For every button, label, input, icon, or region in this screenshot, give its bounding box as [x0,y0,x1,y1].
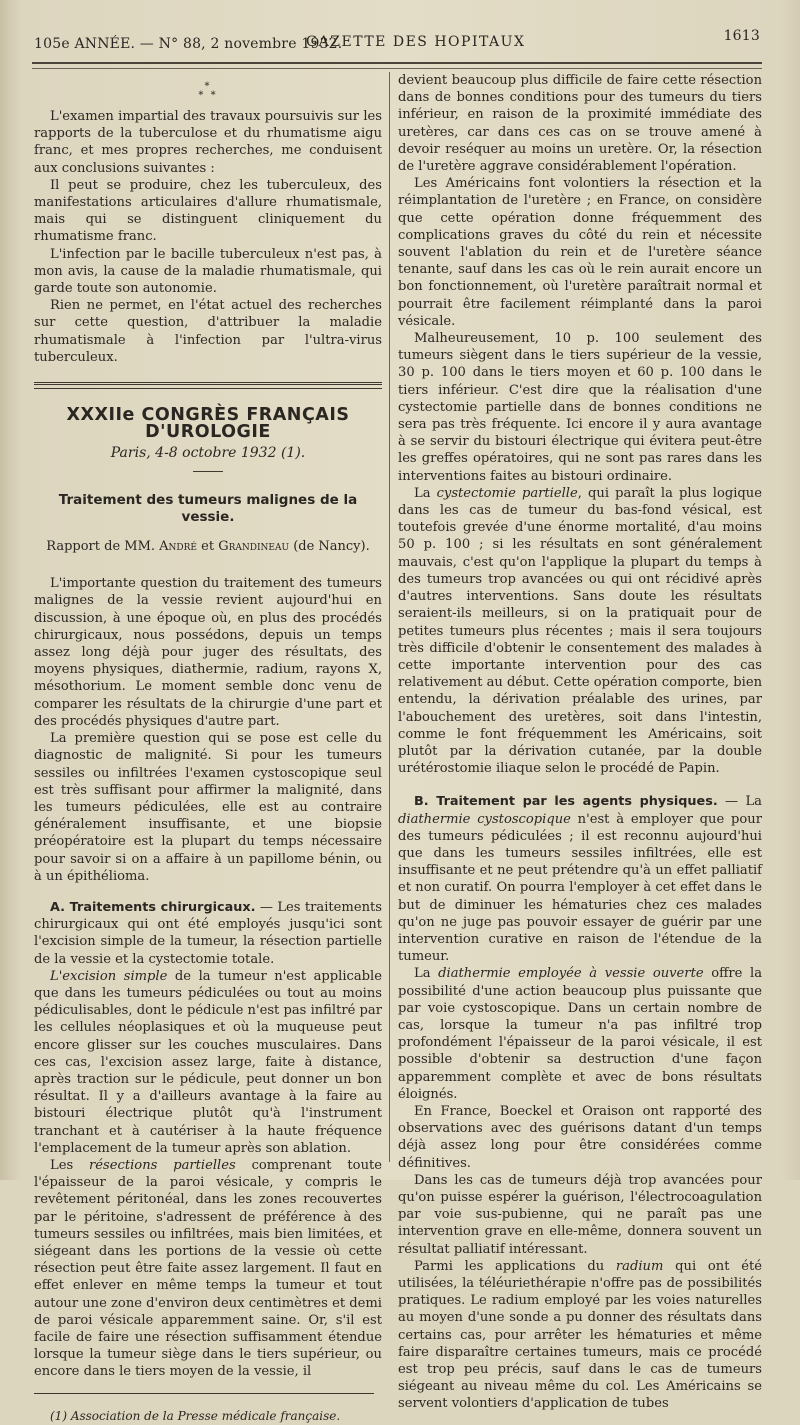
article-paragraph: L'importante question du traitement des tumeurs malignes de la vessie revient aujourd'hui en discussion, à une époque où, en plus des procédés chirurgicaux, nous possédons, depuis un temps assez long déjà pour juger des résultats, des moyens physiques, diathermie, radium, rayons X, mésothorium. Le moment semble donc venu de comparer les résultats de la chirurgie d'une part et des procédés physiques d'autre part. [34,576,382,729]
resections-term: résections partielles [89,1157,236,1173]
column-divider [389,72,390,1162]
cystectomie-prefix: La [414,485,437,501]
article-byline [34,538,382,555]
star-top: * [204,81,212,92]
article-paragraph: Malheureusement, 10 p. 100 seulement des tumeurs siègent dans le tiers supérieur de la vessie, 30 p. 100 dans le tiers moyen et 60 p. 100 dans le tiers inférieur. C'est dire que la réalisation d'une cystectomie partielle dans de bonnes conditions ne sera pas très fréquente. Ici encore il y aura avantage à se servir du bistouri électrique qui évitera peut-être les greffes opératoires, qui ne sont pas rares dans les interventions faites au bistouri ordinaire. [398,331,762,484]
author-name: Grandineau [218,539,290,555]
article-paragraph: Dans les cas de tumeurs déjà trop avancées pour qu'on puisse espérer la guérison, l'électrocoagulation par voie sus-pubienne, qui ne paraît pas une intervention grave en elle-même, donnera souvent un résultat palliatif intéressant. [398,1172,762,1257]
diathermie-vessie-prefix: La [414,966,439,982]
resections-prefix: Les [50,1157,90,1173]
header-rule [32,62,762,64]
resections-text: comprenant toute l'épaisseur de la paroi vésicale, y compris le revêtement péritonéal, dans les zones recouvertes par le péritoine, s'adressent de préférence à des tumeurs sessiles ou infiltrées, mais bien limitées, et siégeant dans les portions de la vessie où cette résection peut être faite assez largement. Il faut en effet enlever en même temps la tumeur et tout autour une zone d'environ deux centimètres et demi de paroi vésicale apparemment saine. Or, s'il est facile de faire une résection suffisamment étendue lorsque la tumeur siège dans le tiers supérieur, ou encore dans le tiers moyen de la vessie, il [34,1157,383,1380]
excision-text: de la tumeur n'est applicable que dans les tumeurs pédiculées ou tout au moins pédiculisables, dont le pédicule n'est pas infiltré par les cellules néoplasiques et où la muqueuse peut encore glisser sur les couches musculaires. Dans ces cas, l'excision assez large, faite à distance, après traction sur le pédicule, peut donner un bon résultat. Il y a d'ailleurs avantage à la faire au bistouri électrique plutôt qu'à l'instrument tranchant et à cautériser à la haute fréquence l'emplacement de la tumeur après son ablation. [34,968,382,1156]
section-b-heading: B. Traitement par les agents physiques. [414,794,718,810]
excision-term: L'excision simple [50,968,168,984]
article-paragraph: devient beaucoup plus difficile de faire cette résection dans de bonnes conditions pour des tumeurs du tiers inférieur, en raison de la proximité immédiate des uretères, car dans ces cas on se trouve amené à devoir reséquer au moins un uretère. Or, la résection de l'uretère aggrave considérablement l'opération. [398,73,762,175]
congress-title: XXXIIe CONGRÈS FRANÇAIS D'UROLOGIE [66,405,350,443]
section-stars [34,82,382,100]
section-a-heading: A. Traitements chirurgicaux. [50,899,256,915]
conclusion-paragraph: L'infection par le bacille tuberculeux n'est pas, à mon avis, la cause de la maladie rhumatismale, qui garde toute son autonomie. [34,246,382,297]
section-divider [34,382,382,389]
left-column [34,72,382,1425]
byline-prefix: Rapport de MM. [46,539,156,555]
section-a-text: — Les traitements chirurgicaux qui ont été employés jusqu'ici sont l'excision simple de la tumeur, la résection partielle de la vessie et la cystectomie totale. [34,899,382,967]
issue-info: 105e ANNÉE. — N° 88, 2 novembre 1932. [34,36,343,52]
section-b-dash: — La [717,794,762,810]
resections-paragraph [34,1157,382,1381]
byline-and: et [201,539,215,555]
footnote: (1) Association de la Presse médicale française. [50,1408,341,1423]
article-paragraph: La première question qui se pose est celle du diagnostic de malignité. Si pour les tumeurs sessiles ou infiltrées l'examen cystoscopique seul est très suffisant pour affirmer la malignité, dans les tumeurs pédiculées, elle est au contraire généralement insuffisante, et une biopsie préopératoire est la plupart du temps nécessaire pour savoir si on a affaire à un papillome bénin, ou à un épithélioma. [34,731,382,884]
radium-term: radium [615,1258,664,1274]
page-header [34,28,760,58]
right-column [398,72,762,1413]
section-a-paragraph [34,899,382,968]
journal-title: GAZETTE DES HOPITAUX [306,34,526,50]
cystectomie-term: cystectomie partielle [436,485,578,501]
diathermie-vessie-text: offre la possibilité d'une action beaucoup plus puissante que par voie cystoscopique. Dans un certain nombre de cas, lorsque la tumeur n'a pas infiltré trop profondément l'épaisseur de la paroi vésicale, il est possible d'obtenir sa destruction d'une façon apparemment complète et avec de bons résultats éloignés. [398,966,763,1102]
cystectomie-text: , qui paraît la plus logique dans les cas de tumeur du bas-fond vésical, est toutefois grevée d'une énorme mortalité, d'au moins 50 p. 100 ; si les résultats en sont généralement mauvais, c'est qu'on l'applique la plupart du temps à des tumeurs trop avancées ou qui ont récidivé après d'autres interventions. Sans doute les résultats seraient-ils meilleurs, si on la pratiquait pour de petites tumeurs plus récentes ; mais il sera toujours très difficile d'obtenir le consentement des malades à cette importante intervention pour des cas relativement au début. Cette opération comporte, bien entendu, la dérivation préalable des urines, par l'abouchement des uretères, soit dans l'intestin, comme le font fréquemment les Américains, soit plutôt par la dérivation cutanée, par la double urétérostomie iliaque selon le procédé de Papin. [398,485,763,777]
author-name: André [159,539,197,555]
page-number: 1613 [723,28,760,44]
byline-suffix: (de Nancy). [293,539,370,555]
conclusion-paragraph: Il peut se produire, chez les tuberculeux, des manifestations articulaires d'allure rhumatismale, mais qui se distinguent cliniquement du rhumatisme franc. [34,177,382,245]
article-title: Traitement des tumeurs malignes de la vessie. [58,491,358,525]
conclusion-paragraph: Rien ne permet, en l'état actuel des recherches sur cette question, d'attribuer la maladie rhumatismale à l'infection par l'ultra-virus tuberculeux. [34,298,382,365]
diathermie-cystoscopique-term: diathermie cystoscopique [398,811,571,827]
short-divider [193,471,223,472]
section-b-paragraph [398,793,762,965]
footnote-divider [34,1393,374,1394]
cystectomie-paragraph [398,485,762,777]
star-bottom: * * [198,90,218,101]
article-paragraph: En France, Boeckel et Oraison ont rapporté des observations avec des guérisons datant d'un temps déjà assez long pour être considérées comme définitives. [398,1103,762,1171]
radium-text: qui ont été utilisées, la téléuriethérapie n'offre pas de possibilités pratiques. Le radium employé par les voies naturelles au moyen d'une sonde a pu donner des résultats dans certains cas, pour arrêter les hématuries et même faire disparaître certaines tumeurs, mais ce procédé est trop peu précis, sauf dans le cas de tumeurs siégeant au niveau même du col. Les Américains se servent volontiers d'application de tubes [398,1258,762,1412]
article-paragraph: Les Américains font volontiers la résection et la réimplantation de l'uretère ; en France, on considère que cette opération donne fréquemment des complications graves du côté du rein et nécessite souvent l'ablation du rein et de l'uretère séance tenante, sauf dans les cas où le rein aurait encore un bon fonctionnement, où l'uretère paraîtrait normal et pourrait être facilement réimplanté dans la paroi vésicale. [398,176,762,329]
header-rule-thin [32,68,762,69]
congress-subtitle: Paris, 4-8 octobre 1932 (1). [110,445,306,462]
diathermie-vessie-paragraph [398,965,762,1103]
radium-paragraph [398,1258,762,1413]
radium-prefix: Parmi les applications du [414,1258,616,1274]
diathermie-vessie-term: diathermie employée à vessie ouverte [438,966,704,982]
section-b-text: n'est à employer que pour des tumeurs pédiculées ; il est reconnu aujourd'hui que dans les tumeurs sessiles infiltrées, elle est insuffisante et ne peut prétendre qu'à un effet palliatif et non curatif. On pourra l'employer à cet effet dans le but de diminuer les hématuries chez ces malades qu'on ne juge pas pouvoir essayer de guérir par une intervention curative en raison de l'étendue de la tumeur. [398,811,762,965]
conclusion-paragraph: L'examen impartial des travaux poursuivis sur les rapports de la tuberculose et du rhumatisme aigu franc, et mes propres recherches, me conduisent aux conclusions suivantes : [34,109,382,176]
excision-paragraph [34,968,382,1157]
